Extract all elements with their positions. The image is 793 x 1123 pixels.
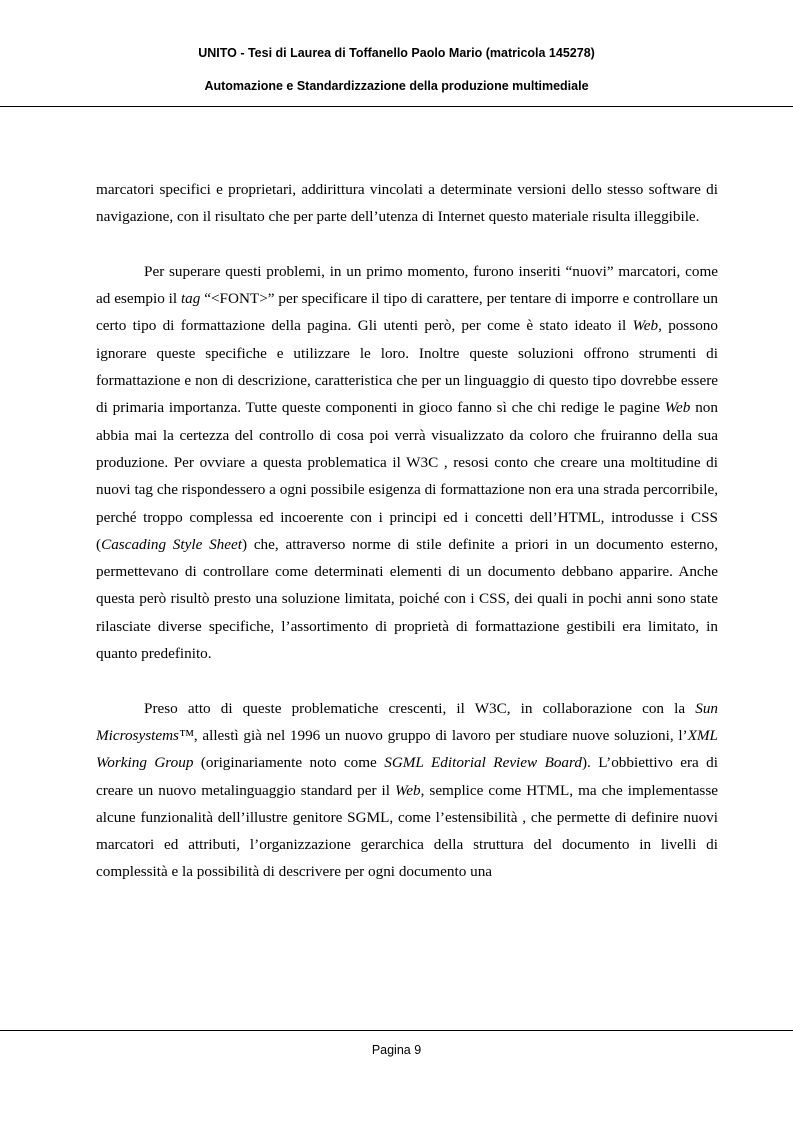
italic-run: XML Working Group — [96, 726, 718, 772]
header-thesis-title: UNITO - Tesi di Laurea di Toffanello Paolo Mario (matricola 145278) — [198, 46, 595, 60]
paragraph — [96, 695, 718, 886]
italic-run: SGML Editorial Review Board — [384, 754, 582, 772]
text-run: , semplice come HTML, ma che implementasse alcune funzionalità dell’illustre genitore SGML, come l’estensibilità , che permette di definire nuovi marcatori ed attributi, l’organizzazione gerarchica della struttura del documento in livelli di complessità e la possibilità di descrivere per ogni documento una — [96, 781, 718, 881]
text-run: ). L’obbiettivo era di creare un nuovo metalinguaggio standard per il — [96, 754, 718, 799]
text-run: ) che, attraverso norme di stile definite a priori in un documento esterno, permettevano di controllare come determinati elementi di un documento debbano apparire. Anche questa però risultò presto una soluzione limitata, poiché con i CSS, dei quali in pochi anni sono state rilasciate diverse specifiche, l’assortimento di proprietà di formattazione gestibili era limitato, in quanto predefinito. — [96, 535, 718, 663]
text-run: non abbia mai la certezza del controllo di cosa poi verrà visualizzato da coloro che fruiranno della sua produzione. Per ovviare a questa problematica il W3C , resosi conto che creare una moltitudine di nuovi tag che rispondessero a ogni possibile esigenza di formattazione non era una strada percorribile, perché troppo complessa ed incoerente con i principi ed i concetti dell’HTML, introdusse i CSS ( — [96, 399, 718, 553]
footer-divider — [0, 1030, 793, 1031]
italic-run: Web — [632, 317, 659, 335]
italic-run: Web — [395, 781, 421, 799]
page-number: Pagina 9 — [371, 1043, 422, 1057]
text-run: marcatori specifici e proprietari, addirittura vincolati a determinate versioni dello stesso software di navigazione, con il risultato che per parte dell’utenza di Internet questo materiale risulta illeggibile. — [96, 181, 718, 226]
italic-run: Cascading Style Sheet — [101, 535, 242, 553]
text-run: Per superare questi problemi, in un primo momento, furono inseriti “nuovi” marcatori, come ad esempio il — [96, 262, 718, 308]
text-run: “<FONT>” per specificare il tipo di carattere, per tentare di imporre e controllare un certo tipo di formattazione della pagina. Gli utenti però, per come è stato ideato il — [96, 290, 718, 335]
text-run: , possono ignorare queste specifiche e utilizzare le loro. Inoltre queste soluzioni offrono strumenti di formattazione e non di descrizione, caratteristica che per un linguaggio di questo tipo dovrebbe essere di primaria importanza. Tutte queste componenti in gioco fanno sì che chi redige le pagine — [96, 317, 718, 417]
text-run: Preso atto di queste problematiche crescenti, il W3C, in collaborazione con la — [144, 699, 696, 717]
text-run: (originariamente noto come — [193, 754, 385, 772]
header-divider — [0, 106, 793, 107]
document-body — [96, 176, 718, 886]
italic-run: Sun Microsystems™ — [96, 699, 718, 744]
text-run: , allestì già nel 1996 un nuovo gruppo di lavoro per studiare nuove soluzioni, l’ — [193, 726, 688, 744]
paragraph — [96, 176, 718, 231]
italic-run: Web — [664, 399, 691, 417]
paragraph — [96, 258, 718, 667]
header-subtitle: Automazione e Standardizzazione della produzione multimediale — [204, 79, 589, 93]
italic-run: tag — [180, 290, 201, 308]
